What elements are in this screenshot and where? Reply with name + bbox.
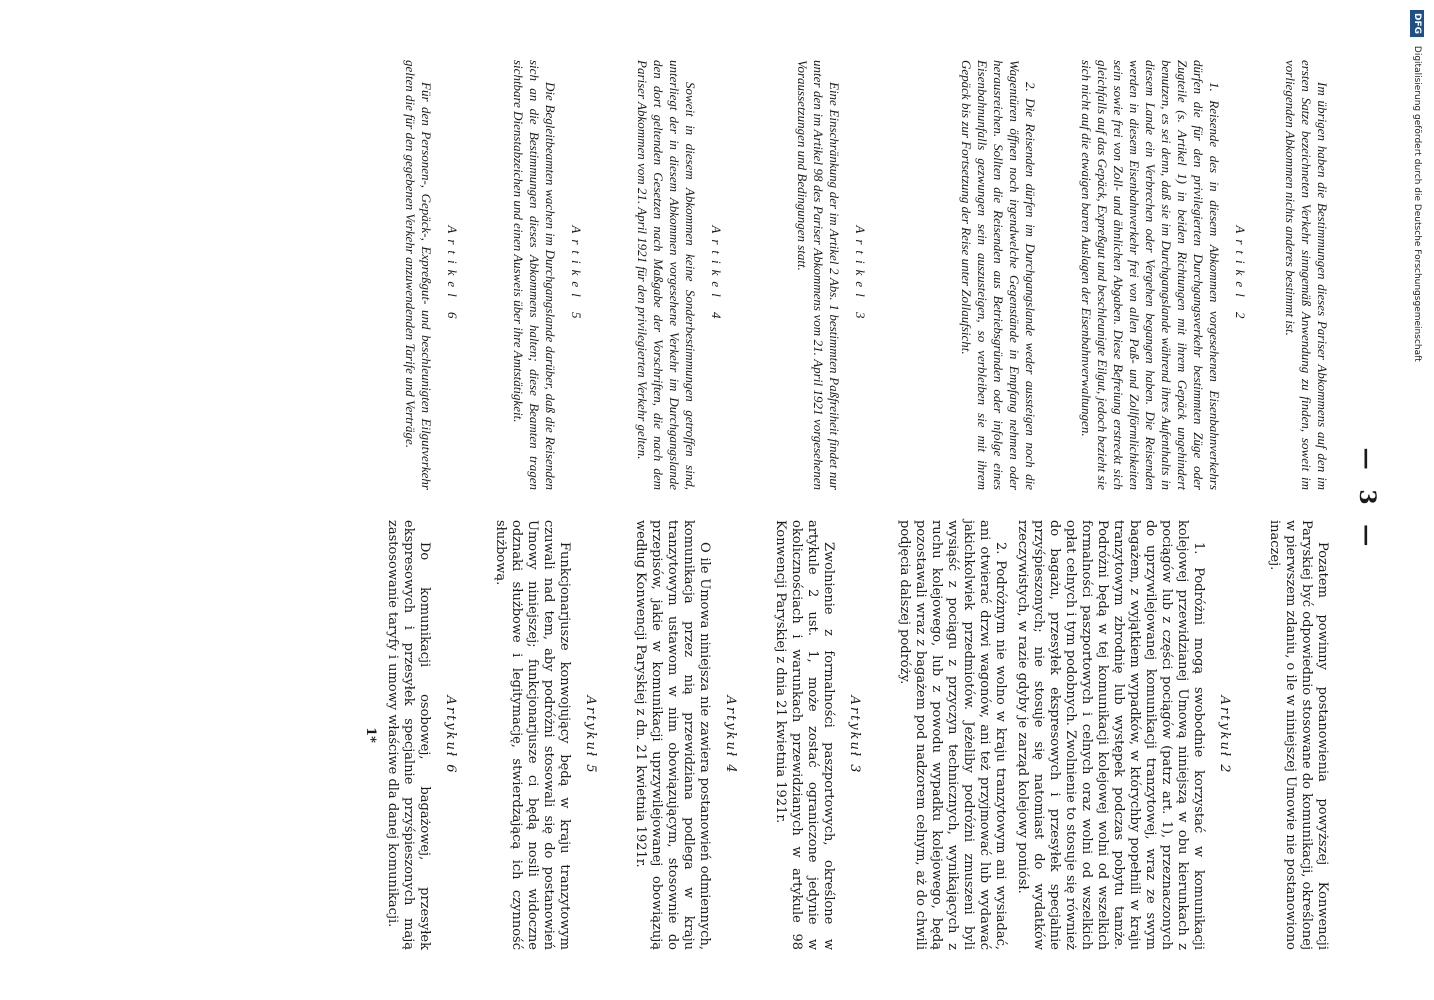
- polish-article-3-title: Artykuł 3: [847, 695, 862, 775]
- german-article-5-para: Die Begleitbeamten wachen im Durchgangslande darüber, daß die Reisenden sich an die Bestimmungen dieses Abkommens halten; diese Beamten tragen sichtbare Dienstabzeichen und einen Ausweis über ihre Amtstätigkeit.: [511, 60, 558, 490]
- dfg-logo: DFG: [1410, 10, 1424, 37]
- funding-note: [1405, 10, 1429, 990]
- german-article-2-para-1: 1. Reisende des in diesem Abkommen vorgesehenen Eisenbahnverkehrs dürfen die für den privilegierten Durchgangsverkehr bestimmten Züge oder Zugteile (s. Artikel 1) in beiden Richtungen mit ihrem Gepäck ungehindert benutzen, es sei denn, daß sie im Durchgangslande während ihres Aufenthalts in diesem Lande ein Verbrechen oder Vergehen begangen haben. Die Reisenden werden in diesem Eisenbahnverkehr frei von allen Paß- und Zollförmlichkeiten sein sowie frei von Zoll- und ähnlichen Abgaben. Diese Befreiung erstreckt sich gleichfalls auf das Gepäck, Expreßgut und beschleunigte Eilgut, jedoch bezieht sie sich nicht auf die etwaigen baren Auslagen der Eisenbahnverwaltungen.: [1079, 60, 1222, 490]
- polish-article-3-para: Zwolnienie z formalności paszportowych, określone w artykule 2 ust. 1, może zostać ograniczone jedynie w okolicznościach i warunkach przewidzianych w artykule 98 Konwencji Paryskiej z dnia 21 kwietnia 1921r.: [773, 520, 836, 950]
- german-article-3-title: Artikel 3: [853, 225, 868, 325]
- polish-article-5-title: Artykuł 5: [583, 695, 598, 775]
- polish-article-5-para: Funkcjonarjusze konwojujący będą w kraju tranzytowym czuwali nad tem, aby podróżni stosowali się do postanowień Umowy niniejszej; funkcjonarjusze ci będą nosili widoczne odznaki służbowe i legitymację, stwierdzającą ich czynność służbową.: [493, 520, 572, 950]
- german-article-5-title: Artikel 5: [569, 225, 584, 325]
- german-article-4-title: Artikel 4: [709, 225, 724, 325]
- german-intro: Im übrigen haben die Bestimmungen dieses Pariser Abkommens auf den im ersten Satze bezeichneten Verkehr sinngemäß Anwendung zu finden, soweit im vorliegenden Abkommen nichts anderes bestimmt ist.: [1283, 60, 1330, 490]
- german-article-3-para: Eine Einschränkung der im Artikel 2 Abs. 1 bestimmten Paßfreiheit findet nur unter den im Artikel 98 des Pariser Abkommens vom 21. April 1921 vorgesehenen Voraussetzungen und Bedingungen statt.: [795, 60, 842, 490]
- polish-article-6-title: Artykuł 6: [443, 695, 458, 775]
- polish-column: [362, 520, 1330, 950]
- polish-article-4-para: O ile Umowa niniejsza nie zawiera postanowień odmiennych, komunikacja przez nią przewidziana podlega w kraju tranzytowym ustawom w nim obowiązującym, stosownie do przepisów, jakie w komunikacji uprzywilejowanej obowiązują według Konwencji Paryskiej z dn. 21 kwietnia 1921r.: [633, 520, 712, 950]
- german-article-2-title: Artikel 2: [1233, 225, 1248, 325]
- polish-article-2-para-2: 2. Podróżnym nie wolno w kraju tranzytowym ani wysiadać, ani otwierać drzwi wagonów, ani też przyjmować lub wydawać jakichkolwiek przedmiotów. Jeżeliby podróżni zmuszeni byli wysiąść z pociągu z przyczyn technicznych, wynikających z ruchu kolejowego, lub z powodu wypadku kolejowego, będą pozostawali wraz z bagażem pod nadzorem celnym, aż do chwili podjęcia dalszej podróży.: [897, 520, 1008, 950]
- german-article-2-para-2: 2. Die Reisenden dürfen im Durchgangslande weder aussteigen noch die Wagentüren öffnen noch irgendwelche Gegenstände in Empfang nehmen oder herausreichen. Sollten die Reisenden aus Betriebsgründen oder infolge eines Eisenbahnunfalls gezwungen sein auszusteigen, so verbleiben sie mit ihrem Gepäck bis zur Fortsetzung der Reise unter Zollaufsicht.: [959, 60, 1038, 490]
- signature-mark: 1*: [363, 727, 378, 743]
- polish-article-6-para: Do komunikacji osobowej, bagażowej, przesyłek ekspresowych i przesyłek specjalnie przyśpieszonych mają zastosowanie taryfy i umowy właściwe dla danej komunikacji.: [385, 520, 432, 950]
- german-article-6-title: Artikel 6: [445, 225, 460, 325]
- page-number: — 3 —: [1354, 447, 1380, 553]
- german-article-4-para: Soweit in diesem Abkommen keine Sonderbestimmungen getroffen sind, unterliegt der in diesem Abkommen vorgesehene Verkehr im Durchgangslande den dort geltenden Gesetzen nach Maßgabe der Vorschriften, die nach dem Pariser Abkommen vom 21. April 1921 für den privilegierten Verkehr gelten.: [635, 60, 698, 490]
- polish-article-2-para-1: 1. Podróżni mogą swobodnie korzystać w komunikacji kolejowej przewidzianej Umową niniejszą w obu kierunkach z pociągów lub z części pociągów (patrz art. 1), przeznaczonych do uprzywilejowanej komunikacji tranzytowej, wraz ze swym bagażem, z wyjątkiem wypadków, w którychby popełnili w kraju tranzytowym zbrodnię lub występek podczas pobytu tamże. Podróżni będą w tej komunikacji kolejowej wolni od wszelkich formalności paszportowych i celnych oraz wolni od wszelkich opłat celnych i tym podobnych. Zwolnienie to stosuje się również do bagażu, przesyłek ekspresowych i przesyłek specjalnie przyśpieszonych; nie stosuje się natomiast do wydatków rzeczywistych, w razie gdyby je zarząd kolejowy poniósł.: [1015, 520, 1206, 950]
- polish-article-4-title: Artykuł 4: [723, 695, 738, 775]
- funding-note-text: Digitalisierung gefördert durch die Deutsche Forschungsgemeinschaft: [1412, 45, 1422, 362]
- polish-article-2-title: Artykuł 2: [1217, 695, 1232, 775]
- german-article-6-para: Für den Personen-, Gepäck-, Expreßgut- und beschleunigten Eilgutverkehr gelten die für den gegebenen Verkehr anzuwendenden Tarife und Verträge.: [403, 60, 434, 490]
- polish-intro: Pozatem powinny postanowienia powyższej Konwencji Paryskiej być odpowiednio stosowane do komunikacji, określonej w pierwszem zdaniu, o ile w niniejszej Umowie nie postanowiono inaczej.: [1267, 520, 1330, 950]
- german-column: [396, 60, 1330, 490]
